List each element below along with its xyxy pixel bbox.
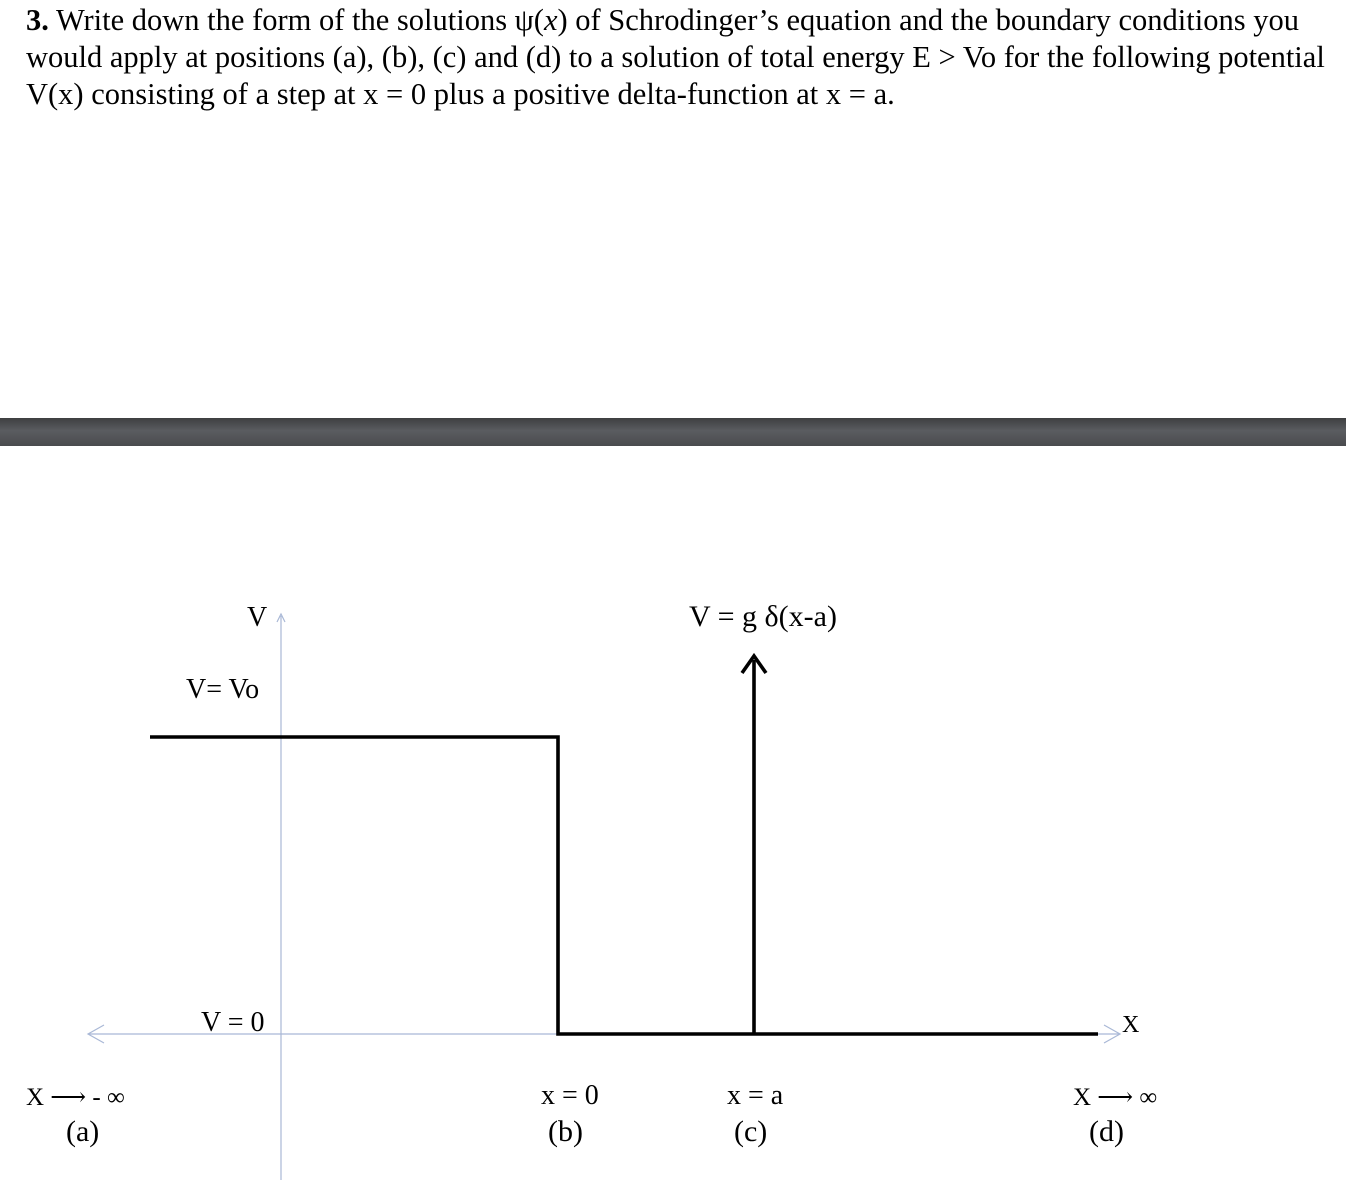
- position-d-label: (d): [1089, 1115, 1124, 1148]
- question-text-part-1: Write down the form of the solutions ψ(: [48, 3, 544, 37]
- position-b-coordinate: x = 0: [541, 1080, 599, 1111]
- zero-potential-label: V = 0: [201, 1007, 265, 1038]
- position-d-coordinate: X ⟶ ∞: [1073, 1084, 1158, 1111]
- question-text-part-2: ) of Schrodinger’s equation and the boundary conditions you would apply at positions (a), (b), (c) and (d) to a solution of total energy E > Vo for the following potential V(x) consisting of a step at x = 0 plus a positive delta-function at x = a.: [26, 3, 1325, 111]
- position-c-label: (c): [734, 1115, 768, 1148]
- v-axis-label: V: [247, 602, 268, 633]
- question-number: 3.: [26, 3, 49, 37]
- position-b-label: (b): [548, 1115, 583, 1148]
- psi-argument: x: [543, 3, 558, 37]
- potential-step-line: [150, 737, 1098, 1034]
- delta-potential-label: V = g δ(x-a): [689, 600, 837, 633]
- position-a-coordinate: X ⟶ - ∞: [26, 1084, 125, 1111]
- position-c-coordinate: x = a: [727, 1080, 784, 1111]
- step-height-label: V= Vo: [186, 674, 260, 705]
- position-a-label: (a): [66, 1115, 100, 1148]
- x-axis-label: X: [1122, 1012, 1140, 1038]
